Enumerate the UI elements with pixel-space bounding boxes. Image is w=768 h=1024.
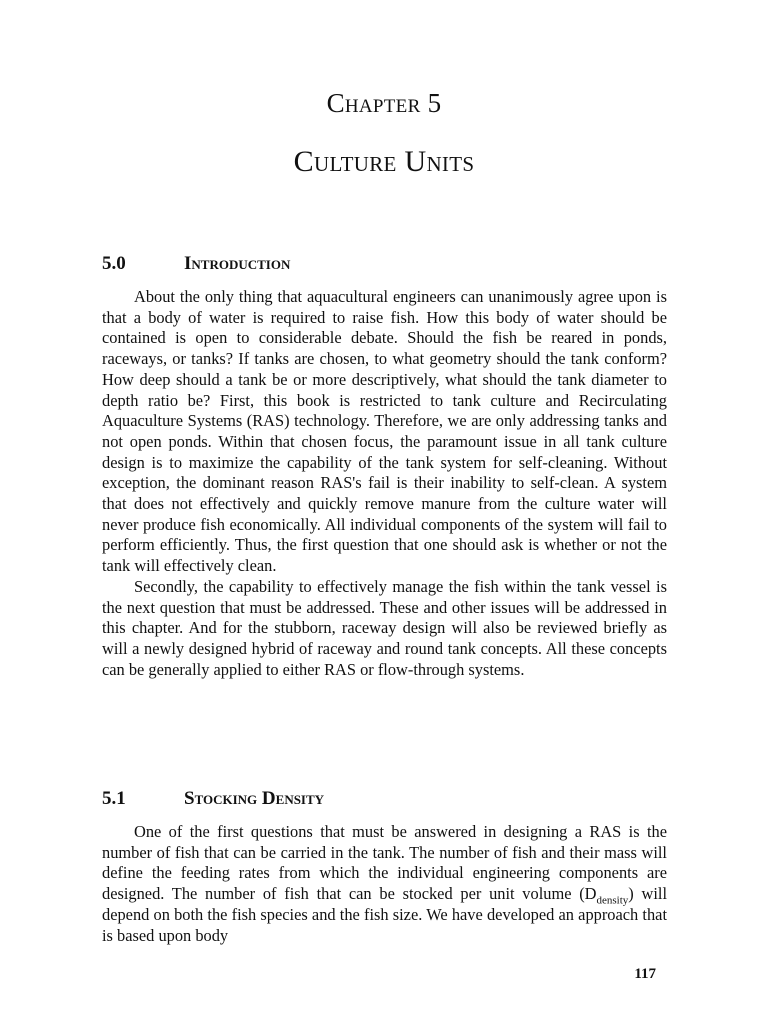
paragraph [102, 822, 667, 946]
introduction-body [102, 287, 667, 680]
section-heading-introduction [102, 253, 682, 275]
chapter-title: Culture Units [293, 145, 475, 178]
paragraph-text: One of the first questions that must be answered in designing a RAS is the number of fish that can be carried in the tank. The number of fish and their mass will define the feeding rates from which the individual engineering components are designed. The number of fish that can be stocked per unit volume (D [102, 822, 667, 904]
density-subscript: density [596, 894, 629, 907]
section-number: 5.1 [102, 788, 126, 809]
paragraph: Secondly, the capability to effectively manage the fish within the tank vessel is the next question that must be addressed. These and other issues will be addressed in this chapter. And for the stubborn, raceway design will also be reviewed briefly as will a newly designed hybrid of raceway and round tank concepts. All these concepts can be generally applied to either RAS or flow-through systems. [102, 576, 667, 679]
section-title: Stocking Density [184, 788, 325, 809]
section-title: Introduction [184, 253, 291, 274]
paragraph-text: ) will depend on both the fish species and the fish size. We have developed an approach that is based upon body [102, 884, 667, 945]
chapter-label: Chapter 5 [326, 88, 442, 118]
page-number: 117 [634, 966, 656, 982]
stocking-density-body [102, 822, 667, 946]
paragraph: About the only thing that aquacultural engineers can unanimously agree upon is that a body of water is required to raise fish. How this body of water should be contained is open to considerable debate. Should the fish be reared in ponds, raceways, or tanks? If tanks are chosen, to what geometry should the tank conform? How deep should a tank be or more descriptively, what should the tank diameter to depth ratio be? First, this book is restricted to tank culture and Recirculating Aquaculture Systems (RAS) technology. Therefore, we are only addressing tanks and not open ponds. Within that chosen focus, the paramount issue in all tank culture design is to maximize the capability of the tank system for self-cleaning. Without exception, the dominant reason RAS's fail is their inability to self-clean. A system that does not effectively and quickly remove manure from the culture water will never produce fish economically. All individual components of the system will fail to perform efficiently. Thus, the first question that one should ask is whether or not the tank will effectively clean. [102, 287, 667, 576]
section-heading-stocking-density [102, 788, 682, 810]
section-number: 5.0 [102, 253, 126, 274]
